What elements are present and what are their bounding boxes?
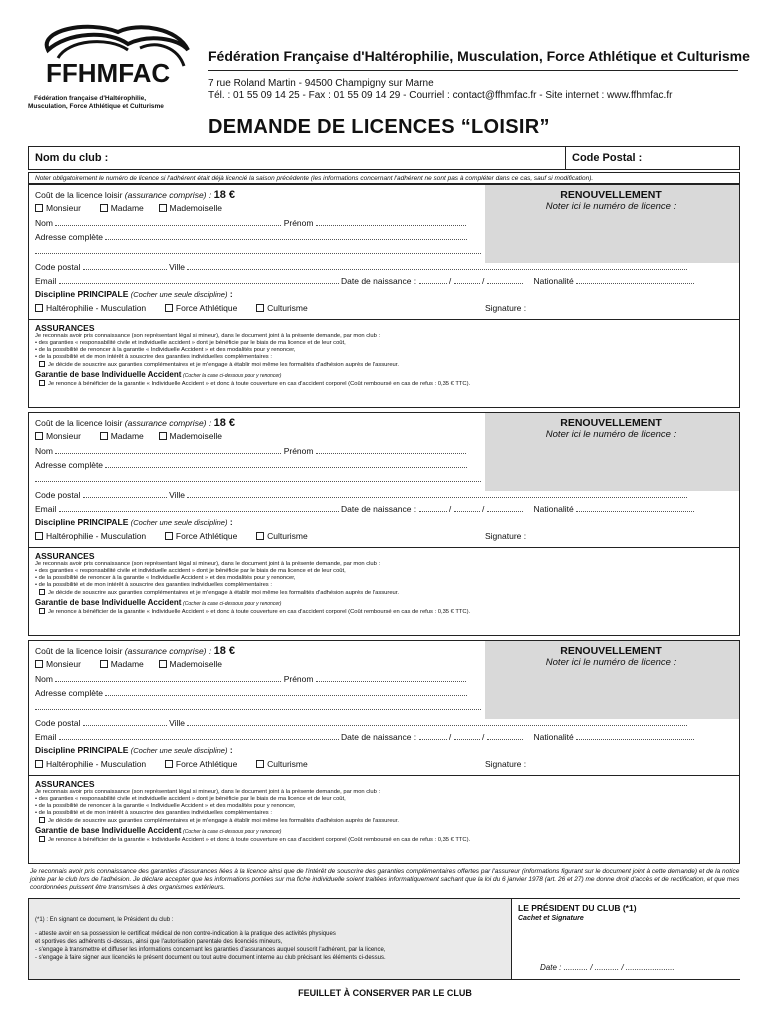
signature-label[interactable]: Signature : (485, 759, 527, 769)
address-row-2 (35, 701, 481, 712)
birth-month-field[interactable] (454, 503, 480, 512)
force-athletique-checkbox[interactable] (165, 532, 173, 540)
prenom-field[interactable] (316, 445, 466, 454)
base-guarantee-note: (Cocher la case ci-dessous pour y renoncer) (183, 601, 282, 607)
discipline-heading (35, 745, 233, 755)
mademoiselle-checkbox[interactable] (159, 204, 167, 212)
address-row (35, 459, 467, 470)
cost-label: Coût de la licence loisir (35, 418, 123, 428)
insurance-line: Je reconnais avoir pris connaissance (son représentant légal si mineur), dans le document joint à la présente demande, par mon club : (35, 789, 381, 795)
madame-label: Madame (110, 203, 144, 213)
president-note-title: (*1) : En signant ce document, le Président du club : (35, 917, 174, 923)
ville-field[interactable] (187, 261, 687, 270)
renounce-label: Je renonce à bénéficier de la garantie « Individuelle Accident » et donc à toute couverture en cas d'accident corporel (Coût remboursé en cas de refus : 0,35 € TTC). (48, 609, 471, 615)
ville-label: Ville (169, 490, 186, 500)
adresse-label: Adresse complète (35, 232, 104, 242)
footer-caption: FEUILLET À CONSERVER PAR LE CLUB (298, 988, 472, 998)
president-note-line: - s'engage à faire signer aux licenciés le présent document ou tout autre document interne au club précisant les éléments ci-dessus. (35, 955, 386, 961)
birth-year-field[interactable] (487, 503, 523, 512)
club-bar (28, 146, 740, 170)
nom-label: Nom (35, 218, 53, 228)
birth-year-field[interactable] (487, 275, 523, 284)
renewal-note[interactable]: Noter ici le numéro de licence : (545, 657, 677, 668)
birth-month-field[interactable] (454, 275, 480, 284)
discipline-options (35, 303, 308, 313)
base-guarantee-note: (Cocher la case ci-dessous pour y renoncer) (183, 373, 282, 379)
president-title: LE PRÉSIDENT DU CLUB (*1) (518, 903, 637, 913)
ville-label: Ville (169, 262, 186, 272)
culturisme-checkbox[interactable] (256, 532, 264, 540)
address-row-2 (35, 473, 481, 484)
city-row (35, 261, 687, 272)
prenom-field[interactable] (316, 673, 466, 682)
monsieur-label: Monsieur (46, 431, 81, 441)
cost-label: Coût de la licence loisir (35, 646, 123, 656)
halterophilie-checkbox[interactable] (35, 304, 43, 312)
email-field[interactable] (59, 275, 339, 284)
nationality-field[interactable] (576, 275, 694, 284)
president-note-line: - s'engage à transmettre et diffuser les informations concernant les garanties d'assurances auquel souscrit l'adhérent, par la licence, (35, 947, 386, 953)
divider (29, 319, 739, 320)
culturisme-checkbox[interactable] (256, 304, 264, 312)
name-row (35, 673, 466, 684)
insurance-line: • des garanties « responsabilité civile et individuelle accident » dont je bénéficie par le biais de ma licence et de leur coût, (35, 796, 346, 802)
org-address (208, 78, 672, 102)
org-name: Fédération Française d'Haltérophilie, Musculation, Force Athlétique et Culturisme (208, 48, 750, 64)
monsieur-checkbox[interactable] (35, 660, 43, 668)
insurance-line: • de la possibilité et de mon intérêt à souscrire des garanties individuelles complémentaires : (35, 582, 272, 588)
birth-month-field[interactable] (454, 731, 480, 740)
email-row (35, 731, 694, 742)
base-guarantee-title: Garantie de base Individuelle Accident (35, 370, 182, 379)
madame-label: Madame (110, 431, 144, 441)
prenom-label: Prénom (283, 674, 314, 684)
renounce-checkbox[interactable] (39, 380, 45, 386)
licence-request-block (28, 412, 740, 636)
logo-sub2: Musculation, Force Athlétique et Culturisme (28, 103, 164, 110)
date-separator: / (482, 732, 485, 742)
president-date[interactable]: Date : ........... / ........... / ...................... (540, 963, 675, 972)
address-line: 7 rue Roland Martin - 94500 Champigny sur Marne (208, 78, 434, 89)
complementary-option (39, 589, 399, 598)
renounce-checkbox[interactable] (39, 608, 45, 614)
nom-field[interactable] (55, 445, 281, 454)
complementary-option (39, 817, 399, 826)
insurance-section (35, 323, 735, 387)
culturisme-label: Culturisme (267, 759, 308, 769)
email-field[interactable] (59, 731, 339, 740)
renounce-option (39, 608, 470, 617)
page-title: DEMANDE DE LICENCES “LOISIR” (208, 116, 550, 138)
madame-checkbox[interactable] (100, 660, 108, 668)
consent-paragraph: Je reconnais avoir pris connaissance des garanties d'assurances liées à la licence ainsi que de l'intérêt de souscrire des garanties complémentaires offertes par l'assureur (informations figurant sur le document joint à cette demande) et de la notice jointe par le club lors de l'adhésion. Je déclare accepter que les informations portées sur ma fiche individuelle soient traitées informatiquement sachant que la loi du 6 janvier 1978 (art. 26 et 27) me donne droit d'accès et de rectification, et que mes coordonnées puissent être transmises à des organismes extérieurs. (30, 868, 740, 891)
mademoiselle-checkbox[interactable] (159, 660, 167, 668)
cost-line (35, 189, 235, 201)
licence-note: Noter obligatoirement le numéro de licence si l'adhérent était déjà licencié la saison précédente (les informations concernant l'adhérent ne sont pas à compléter dans ce cas, sauf si modification). (28, 172, 740, 184)
email-label: Email (35, 276, 57, 286)
force-athletique-label: Force Athlétique (175, 759, 238, 769)
discipline-options (35, 531, 308, 541)
divider (29, 775, 739, 776)
insurance-line: • de la possibilité de renoncer à la garantie « Individuelle Accident » et des modalités pour y renoncer, (35, 803, 296, 809)
logo-text: FFHMFAC (46, 58, 171, 88)
birth-day-field[interactable] (419, 503, 447, 512)
halterophilie-checkbox[interactable] (35, 760, 43, 768)
adresse-field-2[interactable] (35, 473, 481, 482)
insurance-title: ASSURANCES (35, 779, 95, 789)
mademoiselle-label: Mademoiselle (169, 659, 222, 669)
discipline-label: Discipline PRINCIPALE (35, 745, 129, 755)
renounce-option (39, 836, 470, 845)
code-postal-field[interactable] (83, 489, 167, 498)
insurance-title: ASSURANCES (35, 551, 95, 561)
prenom-label: Prénom (283, 446, 314, 456)
birth-year-field[interactable] (487, 731, 523, 740)
insurance-line: • des garanties « responsabilité civile et individuelle accident » dont je bénéficie par le biais de ma licence et de leur coût, (35, 568, 346, 574)
insurance-title: ASSURANCES (35, 323, 95, 333)
adresse-field[interactable] (105, 687, 467, 696)
culturisme-checkbox[interactable] (256, 760, 264, 768)
civility-row (35, 203, 222, 213)
force-athletique-label: Force Athlétique (175, 531, 238, 541)
prenom-label: Prénom (283, 218, 314, 228)
monsieur-checkbox[interactable] (35, 204, 43, 212)
complementary-label: Je décide de souscrire aux garanties complémentaires et je m'engage à établir moi même les formalités d'adhésion auprès de l'assureur. (48, 362, 399, 368)
date-separator: / (448, 276, 452, 286)
monsieur-label: Monsieur (46, 203, 81, 213)
cost-value: 18 € (213, 645, 236, 657)
monsieur-checkbox[interactable] (35, 432, 43, 440)
force-athletique-checkbox[interactable] (165, 304, 173, 312)
renounce-label: Je renonce à bénéficier de la garantie « Individuelle Accident » et donc à toute couverture en cas d'accident corporel (Coût remboursé en cas de refus : 0,35 € TTC). (48, 381, 471, 387)
nationality-field[interactable] (576, 503, 694, 512)
renewal-title: RENOUVELLEMENT (560, 417, 662, 429)
renounce-label: Je renonce à bénéficier de la garantie « Individuelle Accident » et donc à toute couverture en cas d'accident corporel (Coût remboursé en cas de refus : 0,35 € TTC). (48, 837, 471, 843)
nom-label: Nom (35, 674, 53, 684)
monsieur-label: Monsieur (46, 659, 81, 669)
halterophilie-checkbox[interactable] (35, 532, 43, 540)
halterophilie-label: Haltérophilie - Musculation (46, 759, 147, 769)
insurance-line: Je reconnais avoir pris connaissance (son représentant légal si mineur), dans le document joint à la présente demande, par mon club : (35, 561, 381, 567)
cost-label: Coût de la licence loisir (35, 190, 123, 200)
culturisme-label: Culturisme (267, 303, 308, 313)
birthdate-label: Date de naissance : (341, 732, 417, 742)
ville-field[interactable] (187, 489, 687, 498)
president-note-line: et sportives des adhérents ci-dessus, ainsi que l'autorisation parentale des licenciés mineurs, (35, 939, 283, 945)
base-guarantee-title: Garantie de base Individuelle Accident (35, 826, 182, 835)
president-note-line: - atteste avoir en sa possession le certificat médical de non contre-indication à la pratique des activités physiques (35, 931, 336, 937)
cost-note: (assurance comprise) : (124, 646, 212, 656)
insurance-line: • de la possibilité de renoncer à la garantie « Individuelle Accident » et des modalités pour y renoncer, (35, 347, 296, 353)
licence-request-block (28, 184, 740, 408)
complementary-label: Je décide de souscrire aux garanties complémentaires et je m'engage à établir moi même les formalités d'adhésion auprès de l'assureur. (48, 818, 399, 824)
complementary-checkbox[interactable] (39, 361, 45, 367)
city-row (35, 489, 687, 500)
madame-label: Madame (110, 659, 144, 669)
halterophilie-label: Haltérophilie - Musculation (46, 531, 147, 541)
birth-day-field[interactable] (419, 731, 447, 740)
ville-label: Ville (169, 718, 186, 728)
complementary-checkbox[interactable] (39, 817, 45, 823)
renewal-title: RENOUVELLEMENT (560, 189, 662, 201)
adresse-label: Adresse complète (35, 460, 104, 470)
ville-field[interactable] (187, 717, 687, 726)
discipline-heading (35, 517, 233, 527)
renounce-checkbox[interactable] (39, 836, 45, 842)
cachet-label: Cachet et Signature (518, 915, 584, 922)
discipline-label: Discipline PRINCIPALE (35, 289, 129, 299)
licence-request-block (28, 640, 740, 864)
insurance-line: • de la possibilité de renoncer à la garantie « Individuelle Accident » et des modalités pour y renoncer, (35, 575, 296, 581)
code-postal-field[interactable] (83, 717, 167, 726)
insurance-section (35, 779, 735, 843)
civility-row (35, 659, 222, 669)
nationality-field[interactable] (576, 731, 694, 740)
code-postal-label: Code postal (35, 262, 81, 272)
president-section (28, 898, 740, 980)
nationality-label: Nationalité (533, 276, 574, 286)
date-separator: / (448, 732, 452, 742)
address-row (35, 687, 467, 698)
cost-line (35, 645, 235, 657)
complementary-option (39, 361, 399, 370)
cost-note: (assurance comprise) : (124, 190, 212, 200)
adresse-label: Adresse complète (35, 688, 104, 698)
nationality-label: Nationalité (533, 504, 574, 514)
adresse-field-2[interactable] (35, 245, 481, 254)
madame-checkbox[interactable] (100, 204, 108, 212)
date-separator: / (482, 504, 485, 514)
force-athletique-label: Force Athlétique (175, 303, 238, 313)
club-name-field[interactable]: Nom du club : (35, 152, 109, 164)
discipline-options (35, 759, 308, 769)
code-postal-label: Code postal (35, 718, 81, 728)
name-row (35, 217, 466, 228)
discipline-colon: : (229, 289, 233, 299)
adresse-field-2[interactable] (35, 701, 481, 710)
nationality-label: Nationalité (533, 732, 574, 742)
club-postal-code-field[interactable]: Code Postal : (565, 147, 742, 169)
birthdate-label: Date de naissance : (341, 504, 417, 514)
civility-row (35, 431, 222, 441)
nom-label: Nom (35, 446, 53, 456)
adresse-field[interactable] (105, 231, 467, 240)
discipline-note: (Cocher une seule discipline) (130, 290, 228, 299)
contact-line: Tél. : 01 55 09 14 25 - Fax : 01 55 09 14 29 - Courriel : contact@ffhmfac.fr - Site internet : www.ffhmfac.fr (208, 90, 673, 101)
mademoiselle-label: Mademoiselle (169, 431, 222, 441)
city-row (35, 717, 687, 728)
signature-label[interactable]: Signature : (485, 531, 527, 541)
renewal-note[interactable]: Noter ici le numéro de licence : (545, 429, 677, 440)
complementary-label: Je décide de souscrire aux garanties complémentaires et je m'engage à établir moi même les formalités d'adhésion auprès de l'assureur. (48, 590, 399, 596)
renewal-note[interactable]: Noter ici le numéro de licence : (545, 201, 677, 212)
nom-field[interactable] (55, 217, 281, 226)
date-separator: / (482, 276, 485, 286)
cost-line (35, 417, 235, 429)
divider (29, 547, 739, 548)
discipline-colon: : (229, 745, 233, 755)
address-row (35, 231, 467, 242)
birth-day-field[interactable] (419, 275, 447, 284)
address-row-2 (35, 245, 481, 256)
force-athletique-checkbox[interactable] (165, 760, 173, 768)
discipline-label: Discipline PRINCIPALE (35, 517, 129, 527)
base-guarantee-title: Garantie de base Individuelle Accident (35, 598, 182, 607)
cost-note: (assurance comprise) : (124, 418, 212, 428)
email-row (35, 275, 694, 286)
insurance-section (35, 551, 735, 615)
discipline-colon: : (229, 517, 233, 527)
discipline-heading (35, 289, 233, 299)
complementary-checkbox[interactable] (39, 589, 45, 595)
date-separator: / (448, 504, 452, 514)
email-row (35, 503, 694, 514)
email-label: Email (35, 732, 57, 742)
base-guarantee-note: (Cocher la case ci-dessous pour y renoncer) (183, 829, 282, 835)
name-row (35, 445, 466, 456)
madame-checkbox[interactable] (100, 432, 108, 440)
discipline-note: (Cocher une seule discipline) (130, 518, 228, 527)
code-postal-label: Code postal (35, 490, 81, 500)
email-label: Email (35, 504, 57, 514)
nom-field[interactable] (55, 673, 281, 682)
adresse-field[interactable] (105, 459, 467, 468)
mademoiselle-checkbox[interactable] (159, 432, 167, 440)
divider (208, 70, 738, 71)
insurance-line: Je reconnais avoir pris connaissance (son représentant légal si mineur), dans le document joint à la présente demande, par mon club : (35, 333, 381, 339)
halterophilie-label: Haltérophilie - Musculation (46, 303, 147, 313)
discipline-note: (Cocher une seule discipline) (130, 746, 228, 755)
signature-label[interactable]: Signature : (485, 303, 527, 313)
culturisme-label: Culturisme (267, 531, 308, 541)
renounce-option (39, 380, 470, 389)
insurance-line: • des garanties « responsabilité civile et individuelle accident » dont je bénéficie par le biais de ma licence et de leur coût, (35, 340, 346, 346)
code-postal-field[interactable] (83, 261, 167, 270)
president-signature-box[interactable] (511, 899, 740, 979)
prenom-field[interactable] (316, 217, 466, 226)
insurance-line: • de la possibilité et de mon intérêt à souscrire des garanties individuelles complémentaires : (35, 354, 272, 360)
cost-value: 18 € (213, 189, 236, 201)
renewal-title: RENOUVELLEMENT (560, 645, 662, 657)
insurance-line: • de la possibilité et de mon intérêt à souscrire des garanties individuelles complémentaires : (35, 810, 272, 816)
mademoiselle-label: Mademoiselle (169, 203, 222, 213)
logo-sub1: Fédération française d'Haltérophilie, (34, 95, 147, 102)
ffhmfac-logo (28, 20, 196, 112)
birthdate-label: Date de naissance : (341, 276, 417, 286)
cost-value: 18 € (213, 417, 236, 429)
email-field[interactable] (59, 503, 339, 512)
